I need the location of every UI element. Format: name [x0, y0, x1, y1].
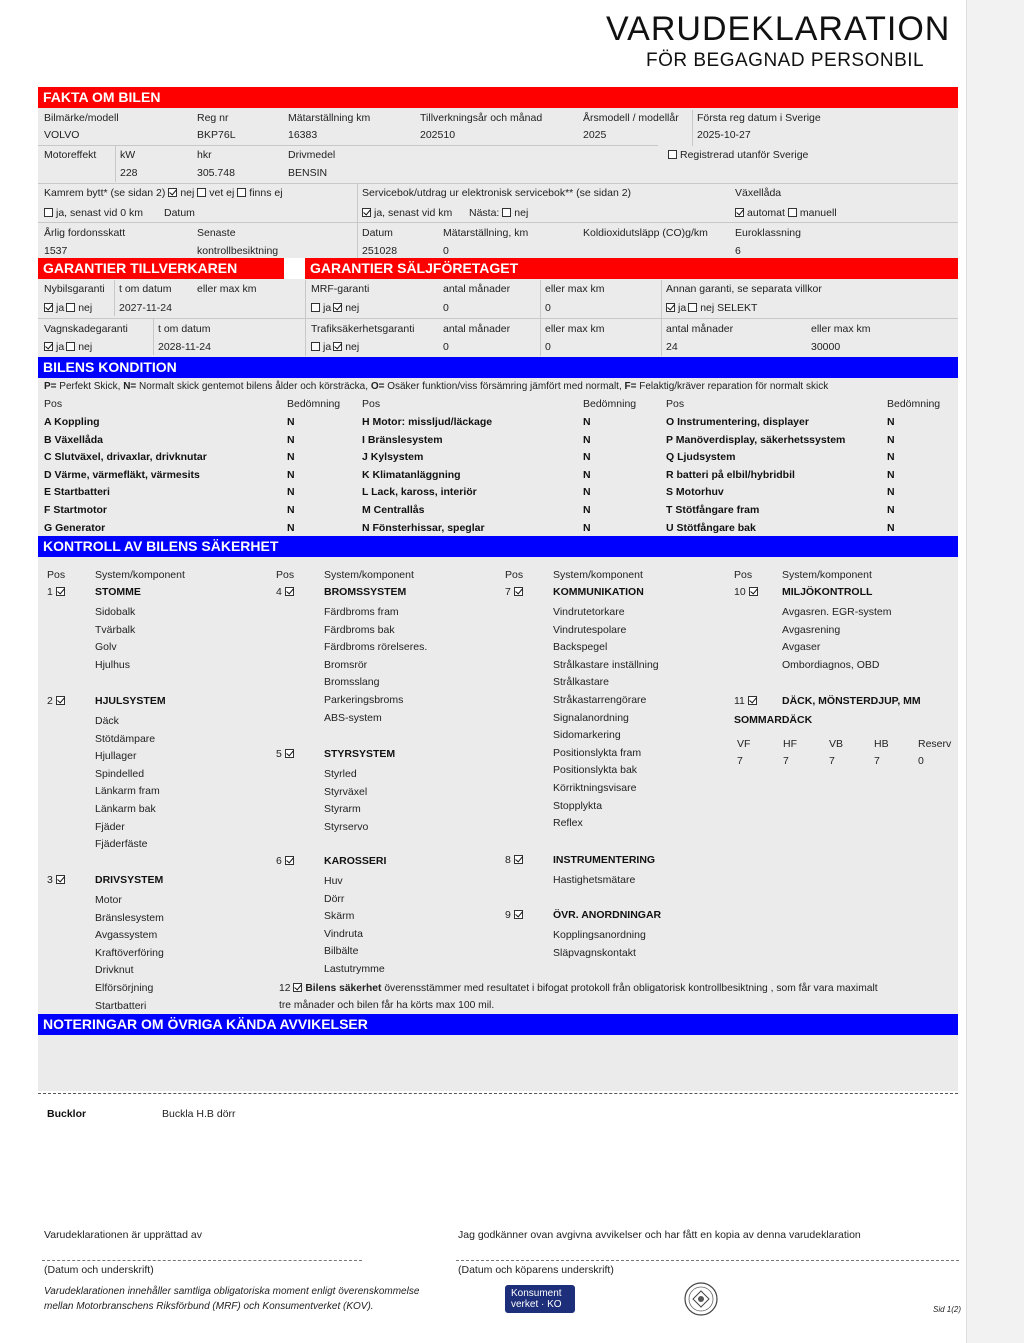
kondition-item: H Motor: missljud/läckage	[362, 416, 493, 428]
kondition-rating: N	[287, 521, 295, 534]
tyre-position: HF	[783, 738, 797, 750]
label-tom1: t om datum	[119, 283, 172, 295]
gar-salj-heading: GARANTIER SÄLJFÖRETAGET	[305, 258, 958, 279]
kondition-rating: N	[287, 504, 295, 516]
safety-component: Strålkastare	[553, 676, 610, 689]
sak-h-pos: Pos	[47, 569, 66, 581]
value-odo2: 0	[443, 245, 449, 257]
safety-component: Bilbälte	[324, 945, 359, 958]
label-brand: Bilmärke/modell	[44, 112, 119, 124]
safety-component: Ombordiagnos, OBD	[782, 658, 880, 671]
label-co2: Koldioxidutsläpp (CO)g/km	[583, 227, 708, 239]
kondition-item: D Värme, värmefläkt, värmesits	[44, 468, 200, 481]
checkbox-checked-icon	[293, 983, 302, 992]
label-power: Motoreffekt	[44, 149, 97, 161]
safety-component: Däck	[95, 715, 119, 727]
sak-h-sys: System/komponent	[553, 569, 643, 581]
vagn-options[interactable]: ja nej	[44, 341, 92, 354]
label-service: Servicebok/utdrag ur elektronisk servicebok** (se sidan 2)	[362, 187, 632, 199]
kondition-item: M Centrallås	[362, 504, 425, 516]
checkbox-unchecked-icon	[44, 208, 53, 217]
kondition-rating: N	[287, 468, 295, 481]
seal-icon	[682, 1280, 720, 1318]
kondition-rating: N	[583, 521, 591, 534]
value-max3: 30000	[811, 341, 841, 353]
checkbox-checked-icon	[735, 208, 744, 217]
checkbox-checked-icon	[56, 587, 65, 596]
kondition-item: G Generator	[44, 521, 106, 534]
kondition-rating: N	[887, 433, 895, 446]
kond-h-bed1: Bedömning	[287, 398, 341, 410]
safety-group-title: STYRSYSTEM	[324, 748, 396, 760]
kond-h-pos3: Pos	[666, 398, 685, 410]
nybil-options[interactable]: ja nej	[44, 302, 92, 315]
sak-h-sys: System/komponent	[324, 569, 414, 581]
safety-group-check[interactable]: 4	[276, 586, 297, 599]
kondition-item: N Fönsterhissar, speglar	[362, 521, 485, 534]
kondition-rating: N	[887, 521, 895, 534]
checkbox-unchecked-icon	[66, 342, 75, 351]
checkbox-unchecked-icon	[311, 342, 320, 351]
safety-group-check[interactable]: 1	[47, 586, 68, 599]
safety-component: Färdbroms bak	[324, 623, 395, 636]
safety-group-title: ÖVR. ANORDNINGAR	[553, 909, 662, 921]
safety-component: Elförsörjning	[95, 982, 154, 994]
value-made: 202510	[420, 129, 456, 141]
safety-component: Golv	[95, 641, 117, 654]
kondition-item: C Slutväxel, drivaxlar, drivknutar	[44, 451, 207, 464]
kondition-rating: N	[887, 451, 895, 464]
gear-options[interactable]: automat manuell	[735, 207, 837, 220]
checkbox-checked-icon	[56, 696, 65, 705]
sak-h-pos: Pos	[734, 569, 753, 581]
kond-h-pos1: Pos	[44, 398, 63, 410]
item-12: 12 Bilens säkerhet överensstämmer med resultatet i bifogat protokoll från obligatorisk kontrollbesiktning , som får vara maximalt	[279, 983, 878, 994]
safety-group-title: DRIVSYSTEM	[95, 874, 164, 886]
konsumentverket-logo: Konsument verket · KO	[505, 1285, 575, 1313]
safety-component: Avgaser	[782, 641, 821, 654]
value-max1: 0	[545, 302, 551, 314]
tyre-position: Reserv	[918, 738, 952, 750]
value-man3: 24	[666, 341, 678, 353]
disclaimer-1: Varudeklarationen innehåller samtliga obligatoriska moment enligt överenskommelse	[44, 1286, 420, 1297]
safety-group-title: DÄCK, MÖNSTERDJUP, MM	[782, 695, 921, 707]
label-vagn: Vagnskadegaranti	[44, 323, 128, 335]
kondition-legend: P= Perfekt Skick, N= Normalt skick gentemot bilens ålder och körsträcka, O= Osäker funktion/viss försämring jämfört med normalt, F= Felaktig/kräver reparation för normalt skick	[44, 381, 829, 392]
tyre-position: VF	[737, 738, 751, 750]
safety-component: Tvärbalk	[95, 623, 136, 636]
safety-component: Bromsrör	[324, 658, 368, 671]
safety-component: Styrservo	[324, 820, 369, 833]
checkbox-checked-icon	[285, 749, 294, 758]
kondition-rating: N	[287, 486, 295, 499]
label-max-salj2: eller max km	[545, 323, 605, 335]
safety-component: Positionslykta bak	[553, 764, 638, 777]
kondition-item: L Lack, kaross, interiör	[362, 486, 477, 499]
safety-component: Färdbroms rörelseres.	[324, 641, 428, 654]
label-hk: hkr	[197, 149, 212, 161]
label-kamrem-date: Datum	[164, 207, 195, 219]
safety-component: Spindelled	[95, 767, 145, 780]
tyre-depth: 7	[783, 755, 789, 767]
sak-h-sys: System/komponent	[95, 569, 185, 581]
safety-component: Länkarm bak	[95, 803, 156, 815]
kondition-item: R batteri på elbil/hybridbil	[666, 468, 795, 481]
scrollbar-track[interactable]	[966, 0, 1024, 1343]
label-kw: kW	[120, 149, 136, 161]
checkbox-unchecked-icon	[788, 208, 797, 217]
label-max-salj1: eller max km	[545, 283, 605, 295]
tyre-depth: 7	[874, 755, 880, 767]
kondition-rating: N	[583, 486, 591, 499]
safety-component: Fjäder	[95, 820, 125, 833]
safety-component: Stopplykta	[553, 799, 603, 812]
safety-component: Styrväxel	[324, 785, 368, 798]
signature-line-buyer[interactable]	[456, 1260, 959, 1261]
disclaimer-2: mellan Motorbranschens Riksförbund (MRF) och Konsumentverket (KOV).	[44, 1301, 374, 1312]
safety-group-check[interactable]: 5	[276, 748, 297, 761]
checkbox-unchecked-icon	[688, 303, 697, 312]
kondition-rating: N	[583, 504, 591, 516]
value-tom2: 2028-11-24	[158, 341, 211, 353]
sakerhet-heading: KONTROLL AV BILENS SÄKERHET	[38, 536, 958, 557]
kondition-item: S Motorhuv	[666, 486, 724, 499]
label-mrf: MRF-garanti	[311, 283, 370, 295]
kondition-item: A Koppling	[44, 416, 100, 428]
kondition-rating: N	[583, 433, 591, 446]
value-first-reg: 2025-10-27	[697, 129, 751, 141]
value-man2: 0	[443, 341, 449, 353]
checkbox-checked-icon	[285, 587, 294, 596]
trafik-options[interactable]: ja nej	[311, 341, 359, 354]
kondition-rating: N	[287, 416, 295, 428]
noteringar-heading: NOTERINGAR OM ÖVRIGA KÄNDA AVVIKELSER	[38, 1014, 958, 1035]
checkbox-checked-icon	[748, 696, 757, 705]
safety-group-check[interactable]: 6	[276, 855, 297, 868]
notes-label: Bucklor	[47, 1108, 87, 1120]
safety-component: ABS-system	[324, 711, 382, 724]
sak-h-pos: Pos	[276, 569, 295, 581]
safety-component: Stråkastarrengörare	[553, 694, 647, 706]
footer-right-title: Jag godkänner ovan avgivna avvikelser och har fått en kopia av denna varudeklaration	[458, 1229, 861, 1241]
label-tom2: t om datum	[158, 323, 211, 335]
safety-component: Signalanordning	[553, 711, 629, 724]
kondition-rating: N	[583, 416, 591, 428]
safety-component: Körriktningsvisare	[553, 782, 637, 794]
value-tax: 1537	[44, 245, 68, 257]
service-next[interactable]: Nästa: nej	[469, 207, 529, 219]
safety-component: Avgasrening	[782, 623, 841, 636]
safety-component: Skärm	[324, 910, 355, 923]
label-euro: Euroklassning	[735, 227, 801, 239]
label-fuel: Drivmedel	[288, 149, 336, 161]
tyre-depth: 7	[829, 755, 835, 767]
kondition-rating: N	[287, 451, 295, 464]
kondition-rating: N	[887, 468, 895, 481]
safety-component: Färdbroms fram	[324, 606, 399, 618]
safety-component: Parkeringsbroms	[324, 694, 404, 706]
notes-value: Buckla H.B dörr	[162, 1108, 236, 1120]
value-tom1: 2027-11-24	[119, 302, 172, 314]
kondition-item: U Stötfångare bak	[666, 521, 756, 534]
safety-component: Kopplingsanordning	[553, 929, 646, 941]
safety-group-title: KOMMUNIKATION	[553, 586, 644, 598]
checkbox-checked-icon	[333, 303, 342, 312]
label-datum2: Datum	[362, 227, 393, 239]
safety-component: Strålkastare inställning	[553, 658, 659, 671]
annan-options[interactable]: ja nej SELEKT	[666, 302, 757, 315]
kamrem-ja-checkbox[interactable]: ja, senast vid 0 km	[44, 207, 143, 220]
safety-component: Bränslesystem	[95, 911, 164, 924]
safety-component: Hastighetsmätare	[553, 874, 636, 886]
value-model-year: 2025	[583, 129, 607, 141]
checkbox-checked-icon	[285, 856, 294, 865]
safety-group-check[interactable]: 8	[505, 854, 526, 867]
safety-component: Vindruta	[324, 927, 363, 940]
safety-group-title: HJULSYSTEM	[95, 695, 166, 707]
checkbox-unchecked-icon	[237, 188, 246, 197]
safety-component: Huv	[324, 875, 343, 887]
value-fuel: BENSIN	[288, 167, 328, 179]
checkbox-checked-icon	[56, 875, 65, 884]
label-first-reg: Första reg datum i Sverige	[697, 112, 821, 124]
safety-component: Länkarm fram	[95, 785, 160, 798]
checkbox-checked-icon	[666, 303, 675, 312]
kondition-rating: N	[887, 416, 895, 428]
safety-component: Kraftöverföring	[95, 946, 164, 959]
safety-component: Avgassystem	[95, 929, 158, 942]
label-reg: Reg nr	[197, 112, 229, 124]
tyre-position: VB	[829, 738, 844, 750]
sak-h-sys: System/komponent	[782, 569, 872, 581]
footer-left-title: Varudeklarationen är upprättad av	[44, 1229, 202, 1241]
value-hk: 305.748	[197, 167, 235, 179]
kondition-item: E Startbatteri	[44, 486, 110, 499]
checkbox-unchecked-icon	[197, 188, 206, 197]
kondition-item: F Startmotor	[44, 504, 107, 516]
tyre-position: HB	[874, 738, 889, 750]
label-tax: Årlig fordonsskatt	[44, 227, 126, 239]
safety-component: Lastutrymme	[324, 963, 385, 975]
page-number: Sid 1(2)	[933, 1305, 962, 1314]
label-odo2: Mätarställning, km	[443, 227, 529, 239]
gar-tillv-heading: GARANTIER TILLVERKAREN	[38, 258, 284, 279]
kondition-item: I Bränslesystem	[362, 433, 443, 446]
value-max2: 0	[545, 341, 551, 353]
kondition-item: Q Ljudsystem	[666, 451, 736, 464]
label-odometer: Mätarställning km	[288, 112, 371, 124]
checkbox-unchecked-icon	[502, 208, 511, 217]
kondition-item: J Kylsystem	[362, 451, 424, 464]
kond-h-pos2: Pos	[362, 398, 381, 410]
fakta-heading: FAKTA OM BILEN	[38, 87, 958, 108]
safety-component: Motor	[95, 894, 122, 906]
checkbox-checked-icon	[514, 910, 523, 919]
footer-left-sig: (Datum och underskrift)	[44, 1264, 154, 1276]
value-kw: 228	[120, 167, 138, 179]
value-brand: VOLVO	[44, 129, 80, 141]
service-ja-checkbox[interactable]: ja, senast vid km	[362, 207, 452, 220]
checkbox-checked-icon	[44, 303, 53, 312]
label-senaste: Senaste	[197, 227, 236, 239]
safety-component: Hjulhus	[95, 658, 131, 671]
kondition-item: P Manöverdisplay, säkerhetssystem	[666, 433, 846, 446]
label-gear: Växellåda	[735, 187, 782, 199]
tyre-depth: 7	[737, 755, 743, 767]
kondition-heading: BILENS KONDITION	[38, 357, 958, 378]
document-subtitle: FÖR BEGAGNAD PERSONBIL	[646, 50, 925, 71]
kondition-rating: N	[887, 504, 895, 516]
checkbox-checked-icon	[514, 587, 523, 596]
label-man2: antal månader	[443, 323, 511, 335]
kondition-rating: N	[287, 433, 295, 446]
signature-line-seller[interactable]	[42, 1260, 362, 1261]
value-odometer: 16383	[288, 129, 318, 141]
kond-h-bed2: Bedömning	[583, 398, 637, 410]
checkbox-checked-icon	[362, 208, 371, 217]
safety-component: Fjäderfäste	[95, 838, 148, 851]
safety-component: Backspegel	[553, 641, 608, 654]
safety-component: Stötdämpare	[95, 732, 156, 745]
kond-h-bed3: Bedömning	[887, 398, 941, 410]
safety-component: Drivknut	[95, 964, 134, 977]
safety-group-check[interactable]: 7	[505, 586, 526, 599]
safety-group-check[interactable]: 10	[734, 586, 761, 599]
outside-sweden-checkbox[interactable]: Registrerad utanför Sverige	[668, 149, 808, 162]
checkbox-checked-icon	[333, 342, 342, 351]
label-made: Tillverkningsår och månad	[420, 112, 543, 124]
safety-component: Vindrutetorkare	[553, 606, 625, 618]
safety-group-check[interactable]: 2	[47, 695, 68, 708]
checkbox-unchecked-icon	[311, 303, 320, 312]
tyre-season: SOMMARDÄCK	[734, 714, 813, 726]
label-man1: antal månader	[443, 283, 511, 295]
safety-component: Styrled	[324, 768, 357, 780]
safety-component: Sidobalk	[95, 606, 136, 618]
kondition-item: T Stötfångare fram	[666, 504, 760, 516]
safety-component: Dörr	[324, 892, 345, 905]
label-max1: eller max km	[197, 283, 257, 295]
checkbox-checked-icon	[514, 855, 523, 864]
safety-group-check[interactable]: 11	[734, 695, 760, 708]
label-max3: eller max km	[811, 323, 871, 335]
label-trafik: Trafiksäkerhetsgaranti	[311, 323, 415, 335]
safety-group-title: KAROSSERI	[324, 855, 387, 867]
label-nybil: Nybilsgaranti	[44, 283, 105, 295]
checkbox-unchecked-icon	[66, 303, 75, 312]
label-model-year: Årsmodell / modellår	[583, 112, 679, 124]
checkbox-checked-icon	[44, 342, 53, 351]
safety-group-title: INSTRUMENTERING	[553, 854, 656, 866]
kondition-item: K Klimatanläggning	[362, 468, 461, 481]
safety-component: Släpvagnskontakt	[553, 946, 636, 959]
kondition-rating: N	[583, 468, 591, 481]
safety-component: Hjullager	[95, 750, 137, 763]
mrf-options[interactable]: ja nej	[311, 302, 359, 315]
document-title: VARUDEKLARATION	[606, 10, 951, 48]
label-man3: antal månader	[666, 323, 734, 335]
kondition-item: B Växellåda	[44, 433, 103, 446]
safety-component: Bromsslang	[324, 676, 380, 689]
value-euro: 6	[735, 245, 741, 257]
safety-component: Styrarm	[324, 803, 361, 816]
safety-component: Sidomarkering	[553, 729, 621, 742]
safety-group-check[interactable]: 3	[47, 874, 68, 887]
label-annan: Annan garanti, se separata villkor	[666, 283, 822, 295]
safety-group-title: MILJÖKONTROLL	[782, 586, 873, 598]
safety-component: Startbatteri	[95, 999, 147, 1012]
safety-group-title: BROMSSYSTEM	[324, 586, 407, 598]
value-senaste: kontrollbesiktning	[197, 245, 279, 257]
footer-right-sig: (Datum och köparens underskrift)	[458, 1264, 614, 1276]
value-datum2: 251028	[362, 245, 398, 257]
value-man1: 0	[443, 302, 449, 314]
kondition-rating: N	[887, 486, 895, 499]
tyre-depth: 0	[918, 755, 924, 767]
kondition-item: O Instrumentering, displayer	[666, 416, 809, 428]
checkbox-checked-icon	[749, 587, 758, 596]
safety-group-title: STOMME	[95, 586, 141, 598]
item-12-line2: tre månader och bilen får ha körts max 100 mil.	[279, 1000, 495, 1011]
checkbox-unchecked-icon	[668, 150, 677, 159]
label-kamrem: Kamrem bytt* (se sidan 2) nej vet ej finns ej	[44, 187, 283, 199]
checkbox-checked-icon	[168, 188, 177, 197]
safety-component: Avgasren. EGR-system	[782, 606, 892, 618]
sak-h-pos: Pos	[505, 569, 524, 581]
safety-component: Positionslykta fram	[553, 746, 642, 759]
kondition-rating: N	[583, 451, 591, 464]
noteringar-area[interactable]	[38, 1035, 958, 1091]
safety-group-check[interactable]: 9	[505, 909, 526, 922]
value-reg: BKP76L	[197, 129, 236, 141]
safety-component: Reflex	[553, 817, 583, 830]
safety-component: Vindrutespolare	[553, 623, 627, 636]
